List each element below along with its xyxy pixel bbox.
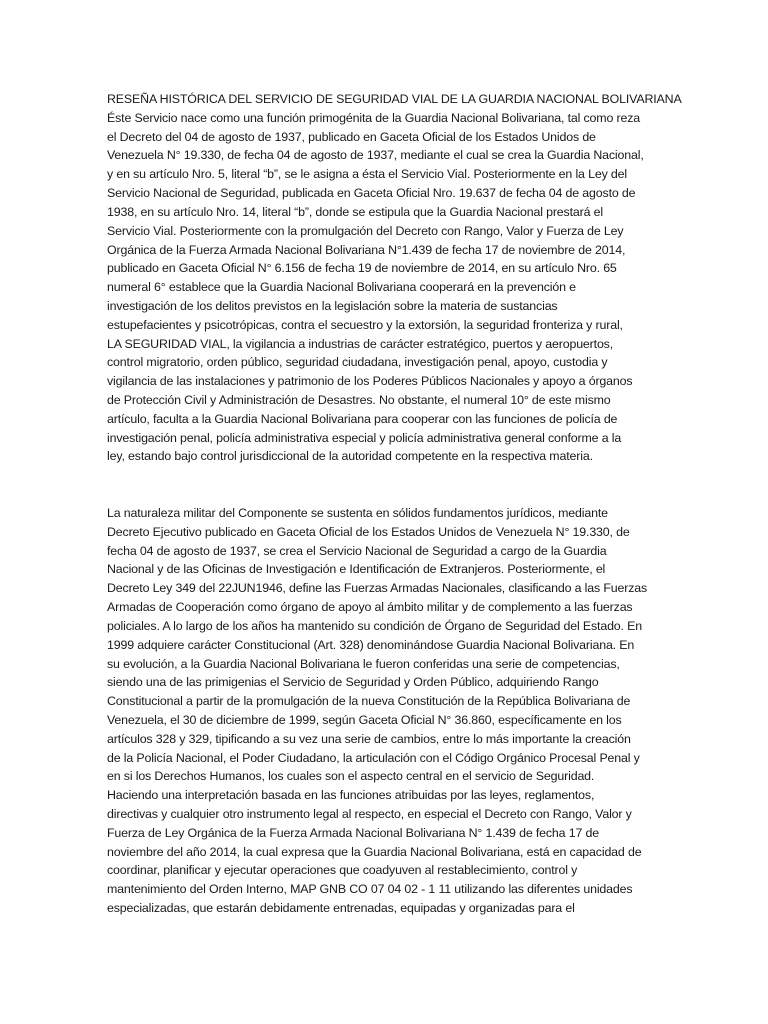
text-line: numeral 6° establece que la Guardia Nacional Bolivariana cooperará en la prevención e xyxy=(107,280,576,295)
text-line: siendo una de las primigenias el Servicio de Seguridad y Orden Público, adquiriendo Rango xyxy=(107,675,599,690)
text-line: Venezuela N° 19.330, de fecha 04 de agosto de 1937, mediante el cual se crea la Guardia Nacional, xyxy=(107,148,644,163)
text-line: Constitucional a partir de la promulgación de la nueva Constitución de la República Bolivariana de xyxy=(107,694,631,709)
text-line: investigación penal, policía administrativa especial y policía administrativa general conforme a la xyxy=(107,430,622,445)
text-line: estupefacientes y psicotrópicas, contra el secuestro y la extorsión, la seguridad fronteriza y rural, xyxy=(107,317,623,332)
text-line: de la Policía Nacional, el Poder Ciudadano, la articulación con el Código Orgánico Procesal Penal y xyxy=(107,750,640,765)
text-line: LA SEGURIDAD VIAL, la vigilancia a industrias de carácter estratégico, puertos y aeropuertos, xyxy=(107,336,614,351)
text-line: fecha 04 de agosto de 1937, se crea el Servicio Nacional de Seguridad a cargo de la Guardia xyxy=(107,543,607,558)
text-line: vigilancia de las instalaciones y patrimonio de los Poderes Públicos Nacionales y apoyo a órganos xyxy=(107,374,633,389)
text-line: el Decreto del 04 de agosto de 1937, publicado en Gaceta Oficial de los Estados Unidos de xyxy=(107,129,596,144)
text-line: policiales. A lo largo de los años ha mantenido su condición de Órgano de Seguridad del Estado. En xyxy=(107,618,642,633)
document-title-line: RESEÑA HISTÓRICA DEL SERVICIO DE SEGURIDAD VIAL DE LA GUARDIA NACIONAL BOLIVARIANA xyxy=(107,92,682,106)
text-line: su evolución, a la Guardia Nacional Bolivariana le fueron conferidas una serie de competencias, xyxy=(107,656,620,671)
text-line: Haciendo una interpretación basada en las funciones atribuidas por las leyes, reglamentos, xyxy=(107,788,595,803)
text-line: La naturaleza militar del Componente se sustenta en sólidos fundamentos jurídicos, mediante xyxy=(107,506,608,520)
text-line: de Protección Civil y Administración de Desastres. No obstante, el numeral 10° de este mismo xyxy=(107,393,611,407)
text-line: 1938, en su artículo Nro. 14, literal “b”, donde se estipula que la Guardia Nacional prestará el xyxy=(107,204,603,219)
paragraph-historical-review xyxy=(107,90,682,466)
text-line: directivas y cualquier otro instrumento legal al respecto, en especial el Decreto con Rango, Valor y xyxy=(107,807,632,821)
text-line: Decreto Ley 349 del 22JUN1946, define las Fuerzas Armadas Nacionales, clasificando a las Fuerzas xyxy=(107,581,648,596)
text-line: Servicio Vial. Posteriormente con la promulgación del Decreto con Rango, Valor y Fuerza de Ley xyxy=(107,223,624,238)
text-line: Nacional y de las Oficinas de Investigación e Identificación de Extranjeros. Posteriormente, el xyxy=(107,562,606,577)
text-line: en si los Derechos Humanos, los cuales son el aspecto central en el servicio de Seguridad. xyxy=(107,769,595,784)
text-line: artículos 328 y 329, tipificando a su vez una serie de cambios, entre lo más importante la creación xyxy=(107,731,631,746)
text-line: publicado en Gaceta Oficial N° 6.156 de fecha 19 de noviembre de 2014, en su artículo Nro. 65 xyxy=(107,261,617,276)
text-line: especializadas, que estarán debidamente entrenadas, equipadas y organizadas para el xyxy=(107,901,575,916)
text-line: ley, estando bajo control jurisdiccional de la autoridad competente en la respectiva materia. xyxy=(107,449,593,464)
text-line: Decreto Ejecutivo publicado en Gaceta Oficial de los Estados Unidos de Venezuela N° 19.330, de xyxy=(107,524,630,539)
text-line: y en su artículo Nro. 5, literal “b”, se le asigna a ésta el Servicio Vial. Posteriormente en la Ley del xyxy=(107,167,627,182)
text-line: coordinar, planificar y ejecutar operaciones que coadyuven al restablecimiento, control y xyxy=(107,863,578,878)
text-line: artículo, faculta a la Guardia Nacional Bolivariana para cooperar con las funciones de policía de xyxy=(107,411,618,426)
text-line: control migratorio, orden público, seguridad ciudadana, investigación penal, apoyo, custodia y xyxy=(107,355,608,370)
text-line: investigación de los delitos previstos en la legislación sobre la materia de sustancias xyxy=(107,298,558,313)
paragraph-military-nature xyxy=(107,504,663,918)
text-line: Fuerza de Ley Orgánica de la Fuerza Armada Nacional Bolivariana N° 1.439 de fecha 17 de xyxy=(107,825,599,840)
text-line: mantenimiento del Orden Interno, MAP GNB CO 07 04 02 - 1 11 utilizando las diferentes unidades xyxy=(107,882,633,897)
text-line: Éste Servicio nace como una función primogénita de la Guardia Nacional Bolivariana, tal como reza xyxy=(107,110,640,125)
text-line: noviembre del año 2014, la cual expresa que la Guardia Nacional Bolivariana, está en capacidad de xyxy=(107,844,642,859)
text-line: Servicio Nacional de Seguridad, publicada en Gaceta Oficial Nro. 19.637 de fecha 04 de agosto de xyxy=(107,186,636,201)
text-line: Armadas de Cooperación como órgano de apoyo al ámbito militar y de complemento a las fuerzas xyxy=(107,600,633,615)
text-line: Venezuela, el 30 de diciembre de 1999, según Gaceta Oficial N° 36.860, específicamente en los xyxy=(107,712,622,727)
text-line: Orgánica de la Fuerza Armada Nacional Bolivariana N°1.439 de fecha 17 de noviembre de 2014, xyxy=(107,242,626,257)
text-line: 1999 adquiere carácter Constitucional (Art. 328) denominándose Guardia Nacional Bolivariana. En xyxy=(107,637,635,652)
